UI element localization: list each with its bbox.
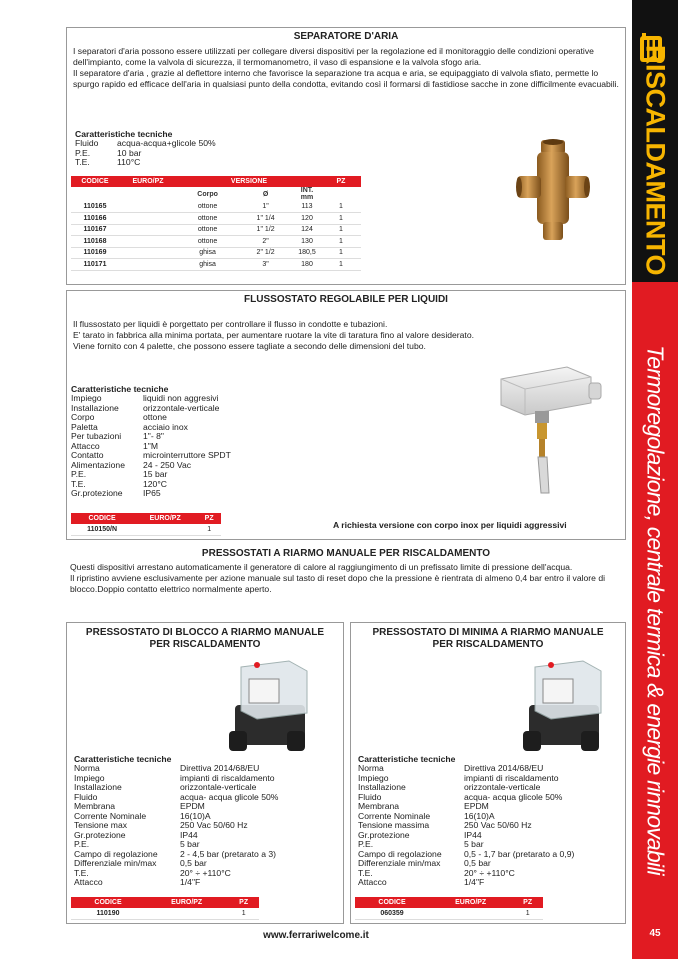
spec-label: Differenziale min/max — [358, 858, 441, 868]
product-price — [119, 236, 177, 248]
spec-value: acqua- acqua glicole 50% — [464, 791, 563, 802]
spec-label: Attacco — [71, 440, 100, 451]
spec-value: 24 - 250 Vac — [143, 459, 192, 470]
spec-value: IP44 — [180, 829, 198, 840]
spec-value: Direttiva 2014/68/EU — [180, 763, 260, 773]
flussostato-title: FLUSSOSTATO REGOLABILE PER LIQUIDI — [244, 294, 448, 305]
spec-row — [74, 831, 340, 841]
spec-value: 20° ÷ +110°C — [464, 867, 515, 878]
product-price — [119, 201, 177, 213]
product-int-mm: 120 — [293, 213, 321, 225]
product-body: ottone — [177, 236, 238, 248]
spec-value: 20° ÷ +110°C — [180, 867, 231, 878]
product-diameter: 2" — [238, 236, 293, 248]
spec-value: 0,5 - 1,7 bar (pretarato a 0,9) — [464, 848, 575, 859]
product-price — [145, 908, 228, 920]
col-versione: VERSIONE — [177, 176, 321, 187]
pressostati-title: PRESSOSTATI A RIARMO MANUALE PER RISCALDAMENTO — [201, 548, 491, 559]
flussostato-specs-title: Caratteristiche tecniche — [71, 384, 169, 394]
product-int-mm: 130 — [293, 236, 321, 248]
col-codice: CODICE — [71, 513, 133, 524]
flow-switch-image — [495, 359, 605, 499]
spec-label: T.E. — [74, 867, 89, 878]
subcol-int: INT. mm — [300, 187, 314, 201]
air-separator-image — [515, 136, 591, 246]
product-body: ottone — [177, 201, 238, 213]
table-row — [71, 201, 361, 213]
spec-value: orizzontale-verticale — [180, 782, 257, 792]
product-price — [429, 908, 512, 920]
spec-label: T.E. — [75, 157, 90, 167]
col-pz: PZ — [228, 897, 259, 908]
product-qty: 1 — [321, 259, 361, 271]
spec-value: acciaio inox — [143, 421, 188, 432]
spec-label: P.E. — [74, 839, 90, 849]
product-code: 060359 — [355, 908, 429, 920]
pressostati-para-1: Questi dispositivi arrestano automaticamente il generatore di calore al raggiungimento di un prefissato limite di pressione dell'acqua. — [70, 562, 573, 572]
product-qty: 1 — [197, 524, 221, 536]
minima-specs-title: Caratteristiche tecniche — [358, 754, 456, 764]
spec-value: orizzontale-verticale — [143, 402, 220, 413]
subcol-diam: Ø — [262, 190, 269, 198]
minima-price-table — [355, 897, 543, 920]
blocco-price-table — [71, 897, 259, 920]
col-codice: CODICE — [355, 897, 429, 908]
col-pz: PZ — [197, 513, 221, 524]
spec-value: 16(10)A — [180, 810, 211, 821]
product-body: ghisa — [177, 247, 238, 259]
spec-value: acqua- acqua glicole 50% — [180, 791, 279, 802]
blocco-specs — [74, 764, 340, 888]
spec-row — [71, 489, 301, 499]
spec-row — [358, 878, 622, 888]
product-code: 110150/N — [71, 524, 133, 536]
footer-url[interactable]: www.ferrariwelcome.it — [263, 930, 369, 941]
col-codice: CODICE — [71, 176, 119, 187]
spec-row — [71, 432, 301, 442]
spec-value: 1/4"F — [180, 877, 201, 887]
spec-value: 0,5 bar — [464, 858, 491, 868]
spec-value: 1/4"F — [464, 877, 485, 887]
product-code: 110167 — [71, 224, 119, 236]
spec-value: 15 bar — [143, 469, 168, 479]
product-price — [119, 247, 177, 259]
product-qty: 1 — [321, 236, 361, 248]
product-price — [119, 213, 177, 225]
spec-label: Campo di regolazione — [74, 848, 158, 859]
product-diameter: 3" — [238, 259, 293, 271]
spec-label: T.E. — [358, 867, 373, 878]
product-qty: 1 — [321, 247, 361, 259]
flussostato-para-2: E' tarato in fabbrica alla minima portata, per aumentare ruotare la vite di taratura fino al valore desiderato. — [73, 330, 474, 340]
spec-label: Tensione max — [74, 820, 128, 830]
product-price — [119, 259, 177, 271]
spec-value: 1"M — [143, 440, 158, 451]
spec-row — [71, 470, 301, 480]
product-int-mm: 124 — [293, 224, 321, 236]
spec-label: Installazione — [74, 782, 122, 792]
spec-value: microinterruttore SPDT — [143, 450, 231, 460]
separatore-specs — [75, 139, 295, 168]
product-int-mm: 180,5 — [293, 247, 321, 259]
spec-value: 16(10)A — [464, 810, 495, 821]
spec-row — [71, 461, 301, 471]
spec-label: P.E. — [358, 839, 374, 849]
spec-row — [71, 404, 301, 414]
spec-label: Fluido — [74, 791, 98, 802]
product-body: ghisa — [177, 259, 238, 271]
spec-label: Impiego — [74, 772, 105, 783]
spec-label: Norma — [74, 763, 100, 773]
spec-value: 2 - 4,5 bar (pretarato a 3) — [180, 848, 277, 859]
spec-label: Tensione massima — [358, 820, 430, 830]
spec-value: liquidi non aggresivi — [143, 393, 219, 403]
separatore-box — [66, 27, 626, 285]
spec-row — [74, 878, 340, 888]
spec-row — [75, 139, 295, 149]
spec-label: P.E. — [71, 469, 87, 479]
spec-label: Gr.protezione — [74, 829, 126, 840]
blocco-title: PRESSOSTATO DI BLOCCO A RIARMO MANUALE PER RISCALDAMENTO — [85, 627, 325, 650]
product-body: ottone — [177, 224, 238, 236]
col-pz: PZ — [512, 897, 543, 908]
table-row — [71, 259, 361, 271]
product-diameter: 1" 1/2 — [238, 224, 293, 236]
category-subtitle: Termoregolazione, centrale termica & energie rinnovabili — [642, 345, 669, 875]
spec-row — [75, 158, 295, 168]
product-body: ottone — [177, 213, 238, 225]
spec-label: Membrana — [358, 801, 400, 811]
pressure-switch-image — [227, 655, 317, 755]
separatore-specs-title: Caratteristiche tecniche — [75, 129, 173, 139]
product-code: 110190 — [71, 908, 145, 920]
spec-value: IP65 — [143, 488, 161, 498]
table-row — [71, 224, 361, 236]
spec-label: Paletta — [71, 421, 98, 432]
spec-value: 120°C — [143, 478, 167, 489]
flussostato-specs — [71, 394, 301, 499]
table-row — [71, 213, 361, 225]
col-euro: EURO/PZ — [119, 176, 177, 187]
spec-value: impianti di riscaldamento — [464, 772, 559, 783]
spec-value: 250 Vac 50/60 Hz — [464, 820, 532, 830]
product-diameter: 1" — [238, 201, 293, 213]
spec-label: Differenziale min/max — [74, 858, 157, 868]
spec-label: Campo di regolazione — [358, 848, 442, 859]
product-int-mm: 113 — [293, 201, 321, 213]
spec-label: Attacco — [358, 877, 387, 887]
spec-value: ottone — [143, 412, 167, 422]
product-code: 110169 — [71, 247, 119, 259]
spec-value: 5 bar — [464, 839, 484, 849]
flussostato-price-table — [71, 513, 221, 536]
flussostato-para-1: Il flussostato per liquidi è porgettato per controllare il flusso in condotte e tubazioni. — [73, 319, 388, 329]
flussostato-para-3: Viene fornito con 4 palette, che possono essere tagliate a secondo delle dimensioni del tubo. — [73, 341, 426, 351]
spec-row — [75, 149, 295, 159]
spec-value: 10 bar — [117, 147, 142, 158]
pressure-switch-image — [521, 655, 611, 755]
spec-label: Gr.protezione — [71, 488, 123, 498]
spec-label: Installazione — [358, 782, 406, 792]
product-code: 110165 — [71, 201, 119, 213]
spec-row — [74, 869, 340, 879]
spec-value: Direttiva 2014/68/EU — [464, 763, 544, 773]
separatore-para-2: Il separatore d'aria , grazie al deflettore interno che favorisce la separazione tra acqua e aria, se equipaggiato di valvola sfiato, permette lo spurgo rapido ed efficace dell'aria in qualsiasi punto della condotta, evitando così il formarsi di fastidiose sacche in zone difficilmente evacuabili. — [73, 68, 619, 89]
spec-label: Corpo — [71, 412, 95, 422]
page-number: 45 — [649, 928, 661, 939]
spec-label: Per tubazioni — [71, 431, 122, 441]
spec-value: impianti di riscaldamento — [180, 772, 275, 783]
spec-label: Gr.protezione — [358, 829, 410, 840]
spec-label: Alimentazione — [71, 459, 125, 470]
product-price — [133, 524, 197, 536]
spec-label: Impiego — [358, 772, 389, 783]
spec-label: P.E. — [75, 147, 91, 158]
spec-value: IP44 — [464, 829, 482, 840]
product-qty: 1 — [228, 908, 259, 920]
product-code: 110171 — [71, 259, 119, 271]
product-diameter: 2" 1/2 — [238, 247, 293, 259]
spec-row — [358, 869, 622, 879]
spec-label: Installazione — [71, 402, 119, 413]
minima-specs — [358, 764, 622, 888]
spec-value: orizzontale-verticale — [464, 782, 541, 792]
separatore-para-1: I separatori d'aria possono essere utilizzati per collegare diversi dispositivi per la regolazione ed il monitoraggio delle condizioni operative dell'impianto, come la valvola di sicurezza, il termomanometro, il vaso di espansione e la valvola sfogo aria. — [73, 46, 594, 67]
col-pz: PZ — [321, 176, 361, 187]
spec-value: EPDM — [464, 801, 489, 811]
spec-value: 0,5 bar — [180, 858, 207, 868]
col-codice: CODICE — [71, 897, 145, 908]
col-euro: EURO/PZ — [429, 897, 512, 908]
spec-label: T.E. — [71, 478, 86, 489]
pressostati-para-2: Il ripristino avviene esclusivamente per azione manuale sul tasto di reset dopo che la pressione è rientrata di almeno 0,4 bar entro il valore di blocco.Doppio contatto elettrico normalmente aperto. — [70, 573, 606, 594]
product-code: 110168 — [71, 236, 119, 248]
blocco-box — [66, 622, 344, 924]
minima-title: PRESSOSTATO DI MINIMA A RIARMO MANUALE PER RISCALDAMENTO — [372, 627, 604, 650]
col-euro: EURO/PZ — [145, 897, 228, 908]
spec-label: Attacco — [74, 877, 103, 887]
table-row — [71, 247, 361, 259]
spec-label: Norma — [358, 763, 384, 773]
spec-value: acqua-acqua+glicole 50% — [117, 138, 216, 148]
separatore-price-table — [71, 176, 361, 271]
col-euro: EURO/PZ — [133, 513, 197, 524]
spec-label: Corrente Nominale — [358, 810, 431, 821]
spec-value: 1"- 8" — [143, 431, 164, 441]
spec-label: Contatto — [71, 450, 104, 460]
product-qty: 1 — [512, 908, 543, 920]
product-diameter: 1" 1/4 — [238, 213, 293, 225]
product-int-mm: 180 — [293, 259, 321, 271]
category-title: RISCALDAMENTO — [640, 44, 671, 276]
spec-label: Corrente Nominale — [74, 810, 147, 821]
spec-value: EPDM — [180, 801, 205, 811]
product-code: 110166 — [71, 213, 119, 225]
spec-label: Fluido — [358, 791, 382, 802]
separatore-title: SEPARATORE D'ARIA — [293, 31, 399, 42]
spec-value: 250 Vac 50/60 Hz — [180, 820, 248, 830]
spec-label: Membrana — [74, 801, 116, 811]
product-price — [119, 224, 177, 236]
spec-value: 110°C — [117, 157, 141, 167]
blocco-specs-title: Caratteristiche tecniche — [74, 754, 172, 764]
flussostato-note: A richiesta versione con corpo inox per liquidi aggressivi — [333, 520, 567, 530]
subcol-corpo: Corpo — [197, 190, 218, 198]
minima-box — [350, 622, 626, 924]
spec-value: 5 bar — [180, 839, 200, 849]
spec-label: Fluido — [75, 138, 99, 148]
spec-label: Impiego — [71, 393, 102, 403]
product-qty: 1 — [321, 201, 361, 213]
table-row — [71, 236, 361, 248]
product-qty: 1 — [321, 224, 361, 236]
flussostato-box — [66, 290, 626, 540]
spec-row — [358, 831, 622, 841]
product-qty: 1 — [321, 213, 361, 225]
